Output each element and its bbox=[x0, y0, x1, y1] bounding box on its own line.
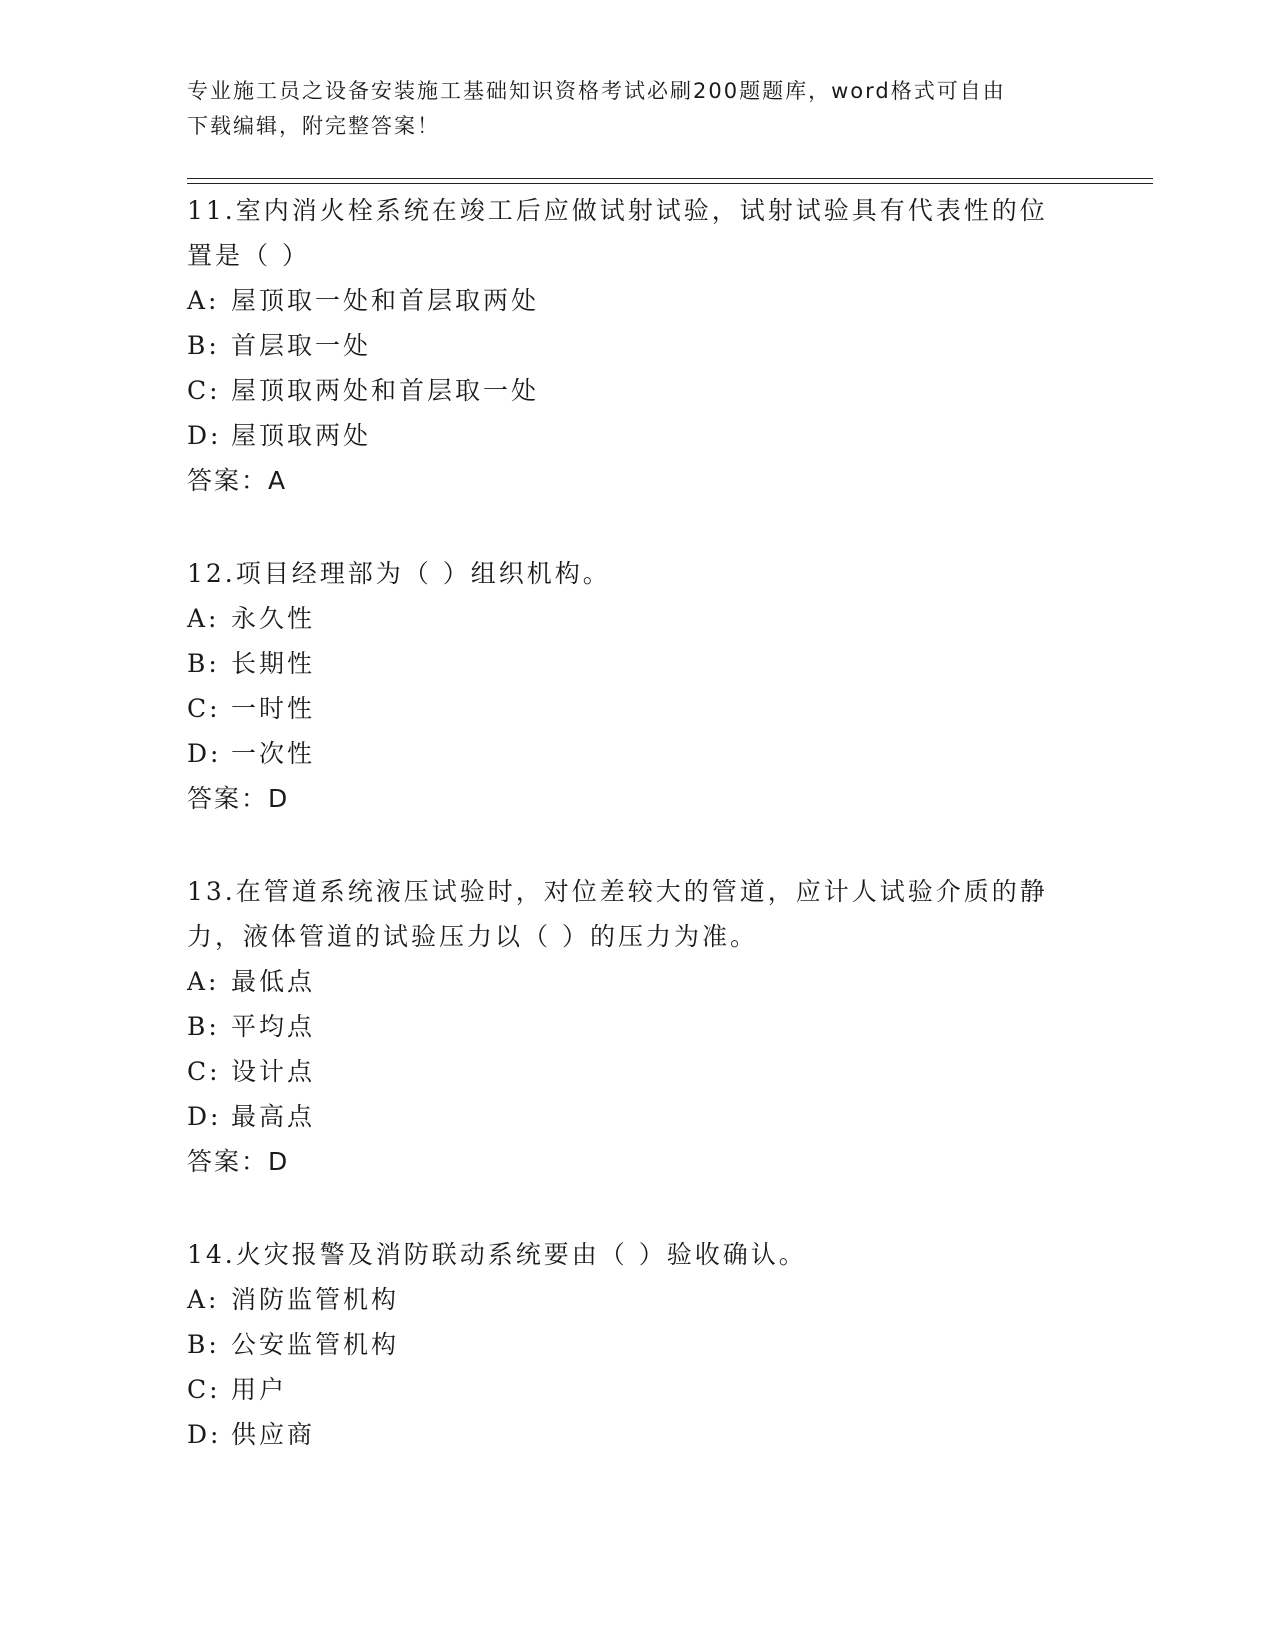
option-letter: B: bbox=[187, 331, 220, 360]
option-b bbox=[187, 1004, 1087, 1049]
option-text: 屋顶取两处 bbox=[231, 421, 372, 450]
option-text: 消防监管机构 bbox=[231, 1285, 400, 1314]
option-c bbox=[187, 686, 1087, 731]
option-text: 最高点 bbox=[231, 1102, 316, 1131]
option-letter: C: bbox=[187, 1375, 221, 1404]
option-letter: D: bbox=[187, 1102, 222, 1131]
option-text: 首层取一处 bbox=[231, 331, 372, 360]
header-line-1: 专业施工员之设备安装施工基础知识资格考试必刷200题题库，word格式可自由 bbox=[187, 79, 1006, 103]
question-stem: 12.项目经理部为（ ）组织机构。 bbox=[187, 559, 611, 588]
question-stem: 14.火灾报警及消防联动系统要由（ ）验收确认。 bbox=[187, 1240, 807, 1269]
option-c bbox=[187, 1367, 1087, 1412]
question-stem: 11.室内消火栓系统在竣工后应做试射试验，试射试验具有代表性的位 bbox=[187, 196, 1048, 225]
option-text: 最低点 bbox=[231, 967, 316, 996]
option-text: 永久性 bbox=[231, 604, 316, 633]
option-b bbox=[187, 641, 1087, 686]
option-text: 平均点 bbox=[231, 1012, 316, 1041]
option-c bbox=[187, 368, 1087, 413]
option-letter: C: bbox=[187, 694, 221, 723]
option-letter: C: bbox=[187, 376, 221, 405]
option-text: 长期性 bbox=[231, 649, 316, 678]
answer-line: 答案：A bbox=[187, 466, 288, 495]
question-14 bbox=[187, 1232, 1087, 1457]
option-letter: A: bbox=[187, 1285, 220, 1314]
option-letter: A: bbox=[187, 967, 220, 996]
option-text: 一次性 bbox=[231, 739, 316, 768]
answer-line: 答案：D bbox=[187, 1147, 290, 1176]
option-d bbox=[187, 1094, 1087, 1139]
option-b bbox=[187, 323, 1087, 368]
header-divider-top bbox=[187, 178, 1153, 179]
option-text: 屋顶取一处和首层取两处 bbox=[231, 286, 540, 315]
option-letter: D: bbox=[187, 421, 222, 450]
option-text: 一时性 bbox=[231, 694, 316, 723]
option-letter: B: bbox=[187, 1012, 220, 1041]
option-a bbox=[187, 596, 1087, 641]
answer-line: 答案：D bbox=[187, 784, 290, 813]
document-header bbox=[187, 74, 1067, 144]
option-text: 用户 bbox=[231, 1375, 288, 1404]
option-letter: B: bbox=[187, 1330, 220, 1359]
question-11 bbox=[187, 188, 1087, 503]
option-a bbox=[187, 959, 1087, 1004]
option-letter: B: bbox=[187, 649, 220, 678]
option-a bbox=[187, 1277, 1087, 1322]
option-text: 公安监管机构 bbox=[231, 1330, 400, 1359]
question-stem: 13.在管道系统液压试验时，对位差较大的管道，应计人试验介质的静 bbox=[187, 877, 1048, 906]
option-a bbox=[187, 278, 1087, 323]
option-letter: D: bbox=[187, 1420, 222, 1449]
option-d bbox=[187, 731, 1087, 776]
question-12 bbox=[187, 551, 1087, 821]
option-letter: D: bbox=[187, 739, 222, 768]
option-b bbox=[187, 1322, 1087, 1367]
option-text: 设计点 bbox=[231, 1057, 316, 1086]
option-text: 屋顶取两处和首层取一处 bbox=[231, 376, 540, 405]
question-stem-continued: 力，液体管道的试验压力以（ ）的压力为准。 bbox=[187, 922, 758, 951]
option-letter: A: bbox=[187, 286, 220, 315]
option-letter: C: bbox=[187, 1057, 221, 1086]
option-letter: A: bbox=[187, 604, 220, 633]
option-c bbox=[187, 1049, 1087, 1094]
question-stem-continued: 置是（ ） bbox=[187, 241, 310, 270]
option-d bbox=[187, 1412, 1087, 1457]
option-text: 供应商 bbox=[231, 1420, 316, 1449]
header-divider-bottom bbox=[187, 183, 1153, 184]
header-line-2: 下载编辑，附完整答案！ bbox=[187, 114, 440, 138]
question-13 bbox=[187, 869, 1087, 1184]
option-d bbox=[187, 413, 1087, 458]
